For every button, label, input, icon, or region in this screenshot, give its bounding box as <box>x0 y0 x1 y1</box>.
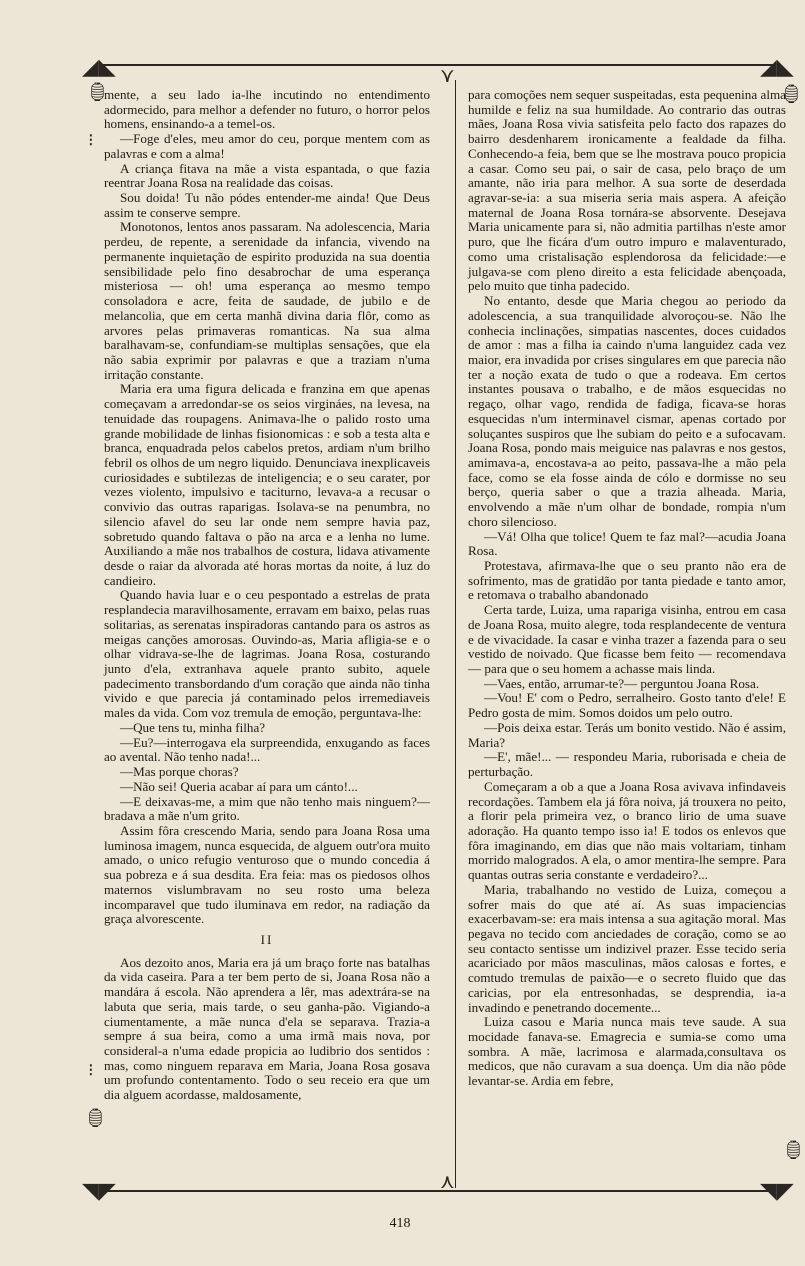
paragraph: A criança fitava na mãe a vista espantada, o que fazia reentrar Joana Rosa na realidade das coisas. <box>104 160 430 191</box>
paragraph: Protestava, afirmava-lhe que o seu pranto não era de sofrimento, mas de gratidão por tanta piedade e tanto amor, e retomava o trabalho abandonado <box>468 558 786 603</box>
paragraph: Quando havia luar e o ceu pespontado a estrelas de prata resplandecia maravilhosamente, erravam em baixo, pelas ruas solitarias, as serenatas inspiradoras cantando para os astros as meigas canções amorosas. Ouvindo-as, Maria afligia-se e o olhar vidrava-se-lhe de lagrimas. Joana Rosa, costurando junto d'ela, extranhava aquele pranto subito, aquele padecimento transbordando d'um coração que ainda não tinha vivido e que parecia já contaminado pelos irremediaveis males da vida. Com voz tremula de emoção, perguntava-lhe: <box>104 587 430 721</box>
paragraph: —Vá! Olha que tolice! Quem te faz mal?—acudia Joana Rosa. <box>468 528 786 559</box>
paragraph: Começaram a ob a que a Joana Rosa avivava infindaveis recordações. Tambem ela já fôra noiva, já trouxera no peito, a florir pela primeira vez, o branco lirio de uma suave adoração. Ha quanto tempo isso ia! E todos os enlevos que fôra imaginando, em dias que não mais voltariam, tinham morrido malogrados. A ela, o amor mentira-lhe sempre. Para quantas outras seria constante e verdadeiro?... <box>468 778 786 883</box>
paragraph: mente, a seu lado ia-lhe incutindo no entendimento adormecido, para melhor a defender no futuro, o horror pelos homens, ensinando-a a temel-os. <box>104 87 430 132</box>
paragraph: Certa tarde, Luiza, uma rapariga visinha, entrou em casa de Joana Rosa, muito alegre, toda resplandecente de ventura e de vivacidade. Ia casar e vinha trazer a fazenda para o seu vestido de noivado. Que ficasse bem feito — recomendava — para que o seu homem a achasse mais linda. <box>468 602 786 677</box>
right-border-lamp-icon: 🏮︎ <box>780 84 803 104</box>
top-rule <box>100 64 776 66</box>
left-text-column <box>104 88 430 1188</box>
paragraph: Maria, trabalhando no vestido de Luiza, começou a sofrer mais do que até aí. As suas impaciencias exacerbavam-se: era mais intensa a sua agitação moral. Mas pegava no tecido com anciedades de coração, como se ao seu contacto sentisse um indizivel prazer. Esse tecido seria acariciado por mãos masculinas, mãos calosas e fortes, e comtudo tremulas de paixão—e o secreto fluido que das caricias, por ela entresonhadas, se desprendia, ia-a invadindo e penetrando docemente... <box>468 881 786 1015</box>
left-border-lamp-icon: 🏮︎ <box>86 82 109 102</box>
paragraph: —Não sei! Queria acabar aí para um cánto!... <box>120 778 358 794</box>
paragraph: Maria era uma figura delicada e franzina em que apenas começavam a arredondar-se os seios virgináes, na levesa, na tenuidade das roupagens. Animava-lhe o palido rosto uma grande mobilidade de linhas fisionomicas : e sob a testa alta e branca, enquadrada pelos cabelos pretos, ardiam n'um brilho febril os olhos de um negro liquido. Denunciava inexplicaveis curiosidades e subtilezas de inteligencia; e o seu carater, por vezes violento, impulsivo e taciturno, levava-a a recusar o convivio das outras raparigas. Isolava-se na penumbra, no silencio afavel do seu lar onde nem sempre havia paz, sobretudo quando faltava o pão na arca e a lenha no lume. Auxiliando a mãe nos trabalhos de costura, lidava ativamente desde o raiar da alvorada até horas mortas da noite, á luz do candieiro. <box>104 381 430 588</box>
left-border-dots-icon: ⁝ <box>88 130 94 150</box>
paragraph: —Vou! E' com o Pedro, serralheiro. Gosto tanto d'ele! E Pedro gosta de mim. Somos doidos um pelo outro. <box>468 690 786 721</box>
section-heading: II <box>260 931 274 947</box>
paragraph: —Pois deixa estar. Terás um bonito vestido. Não é assim, Maria? <box>468 719 786 750</box>
right-border-lamp-icon: 🏮︎ <box>782 1140 805 1160</box>
paragraph: Sou doida! Tu não pódes entender-me ainda! Que Deus assim te conserve sempre. <box>104 190 430 220</box>
paragraph: para comoções nem sequer suspeitadas, esta pequenina alma humilde e feliz na sua humildade. Ao contrario das outras mães, Joana Rosa vivia satisfeita pelo facto dos rapazes do bairro desdenharem ironicamente a fealdade da filha. Conhecendo-a feia, bem que se lhe mostrava pouco propicia a casar. Como seu pai, o sair de casa, pelo braço de um amante, não iria para melhor. A sua sorte de deserdada agravar-se-ia: a sua miseria seria mais aspera. A afeição maternal de Joana Rosa tornára-se absorvente. Desejava Maria unicamente para si, não admitia partilhas n'este amor puro, que lhe ficára d'um outro impuro e malaventurado, como uma cristalisação esplendorosa da felicidade:—e julgava-se com pleno direito a esta felicidade abençoada, pelo muito que tinha padecido. <box>468 87 786 294</box>
corner-ornament-icon: ◢◣ <box>82 54 116 79</box>
divider-bottom-ornament-icon: ⋏ <box>440 1171 455 1193</box>
paragraph: —Eu?—interrogava ela surpreendida, enxugando as faces ao avental. Não tenho nada!... <box>104 734 430 765</box>
paragraph: Monotonos, lentos anos passaram. Na adolescencia, Maria perdeu, de repente, a serenidade da infancia, vivendo na permanente inquietação de espirito produzida na sua doentia sensibilidade pelo fino desabrochar de uma esperança misteriosa — oh! uma esperança ao mesmo tempo consoladora e acre, feita de saudade, de jubilo e de melancolia, que em certa manhã divina daria flôr, como as arvores pelas primaveras romanticas. Na sua alma baralhavam-se, confundiam-se multiplas sensações, que ela não sabia exprimir por palavras e que a traziam n'uma irritação constante. <box>104 219 430 382</box>
paragraph: No entanto, desde que Maria chegou ao periodo da adolescencia, a sua tranquilidade alvoroçou-se. Não lhe conhecia inclinações, simpatias nascentes, doces cuidados de amor : mas a filha ia caindo n'uma languidez cada vez maior, era invadida por crises singulares em que parecia não ter a noção exata de tudo o que a rodeava. Em certos instantes pousava o trabalho, e de mãos esquecidas no regaço, olhar vago, rendida de fadiga, ficava-se horas esquecidas n'um interminavel cismar, apenas cortado por soluçantes suspiros que lhe subiam do peito e a sufocavam. Joana Rosa, pondo mais meiguice nas palavras e nos gestos, amimava-a, encostava-a ao peito, passava-lhe a mão pela face, como se ela fosse ainda de cólo e dormisse no seu berço, queria saber o que a trazia alheada. Maria, envolvendo a mãe n'um olhar de bondade, rompia n'um choro silencioso. <box>468 293 786 529</box>
bottom-rule <box>100 1190 776 1192</box>
corner-ornament-icon: ◥◤ <box>760 1178 794 1203</box>
paragraph: —E deixavas-me, a mim que não tenho mais ninguem?—bradava a mãe n'um grito. <box>104 793 430 824</box>
paragraph: —Vaes, então, arrumar-te?— perguntou Joana Rosa. <box>484 675 760 691</box>
paragraph: —E', mãe!... — respondeu Maria, ruborisada e cheia de perturbação. <box>468 749 786 780</box>
right-text-column <box>468 88 786 1188</box>
page-number: 418 <box>389 1216 411 1231</box>
corner-ornament-icon: ◥◤ <box>82 1178 116 1203</box>
paragraph: Luiza casou e Maria nunca mais teve saude. A sua mocidade fanava-se. Emagrecia e sumia-se como uma sombra. A mãe, lacrimosa e alarmada,consultava os medicos, que não curavam a sua doença. Um dia não pôde levantar-se. Ardia em febre, <box>468 1014 786 1089</box>
column-divider <box>455 80 456 1188</box>
paragraph: —Foge d'eles, meu amor do ceu, porque mentem com as palavras e com a alma! <box>104 131 430 161</box>
corner-ornament-icon: ◢◣ <box>760 54 794 79</box>
paragraph: —Mas porque choras? <box>120 764 239 780</box>
left-border-dots-icon: ⁝ <box>88 1060 94 1080</box>
divider-top-ornament-icon: ⋎ <box>440 65 455 87</box>
left-border-lamp-icon: 🏮︎ <box>84 1108 107 1128</box>
paragraph: —Que tens tu, minha filha? <box>120 719 266 735</box>
paragraph: Assim fôra crescendo Maria, sendo para Joana Rosa uma luminosa imagem, nunca esquecida, de alguem outr'ora muito amado, o unico refugio venturoso que o mundo concedia á sua pobreza e á sua desdita. Era feia: mas os piedosos olhos maternos vislumbravam no seu rosto uma beleza incomparavel que tudo iluminava em redor, na radiação da graça alvorescente. <box>104 822 430 927</box>
paragraph: Aos dezoito anos, Maria era já um braço forte nas batalhas da vida caseira. Para a ter bem perto de si, Joana Rosa não a mandára á escola. Não aprendera a lêr, mas adextrára-se na labuta que seria, mais tarde, o seu ganha-pão. Vigiando-a ciumentamente, a mãe nunca d'ela se separava. Trazia-a sempre á sua beira, como a uma irmã mais nova, por consideral-a n'uma edade propicia ao ludibrio dos sentidos : mas, como ninguem reparava em Maria, Joana Rosa gosava um profundo contentamento. Todo o seu receio era que um dia alguem acordasse, maldosamente, <box>104 954 430 1103</box>
